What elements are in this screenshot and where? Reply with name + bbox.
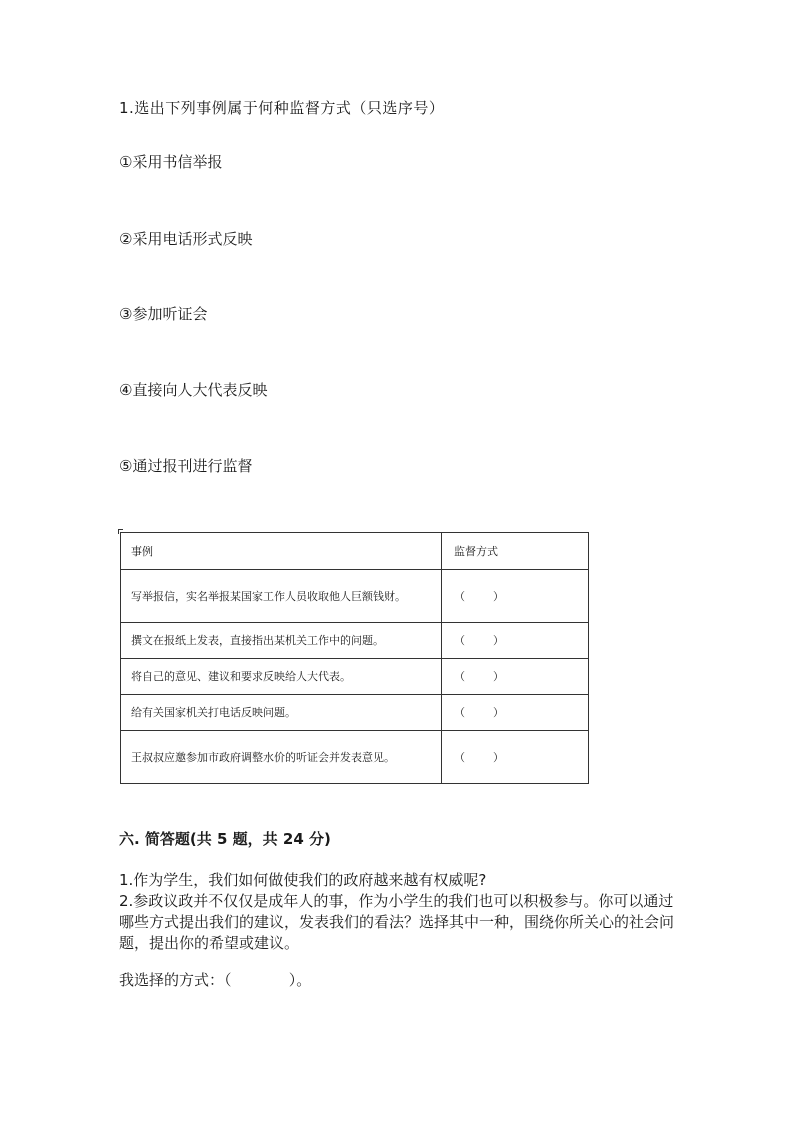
answer-blank[interactable] — [442, 731, 589, 784]
answer-blank[interactable] — [442, 695, 589, 731]
table-row — [121, 731, 589, 784]
answer-paren: （ ） — [454, 634, 504, 647]
table-row — [121, 659, 589, 695]
table-row — [121, 695, 589, 731]
option-2: ②采用电话形式反映 — [119, 230, 253, 248]
header-case: 事例 — [121, 533, 442, 570]
option-5: ⑤通过报刊进行监督 — [119, 457, 253, 475]
answer-paren: （ ） — [454, 589, 504, 603]
question-title: 1.选出下列事例属于何种监督方式（只选序号） — [119, 99, 445, 117]
section-title: 六. 简答题(共 5 题，共 24 分) — [119, 830, 331, 848]
option-4: ④直接向人大代表反映 — [119, 381, 268, 399]
answer-paren: （ ） — [454, 670, 504, 683]
short-answer-questions — [119, 870, 679, 954]
option-1: ①采用书信举报 — [119, 153, 223, 171]
case-text: 给有关国家机关打电话反映问题。 — [121, 695, 442, 731]
option-3: ③参加听证会 — [119, 305, 208, 323]
chosen-method-line: 我选择的方式：（ ）。 — [119, 971, 312, 989]
table-row — [121, 623, 589, 659]
answer-blank[interactable] — [442, 659, 589, 695]
case-text: 写举报信，实名举报某国家工作人员收取他人巨额钱财。 — [121, 570, 442, 623]
answer-paren: （ ） — [454, 706, 504, 719]
case-text: 将自己的意见、建议和要求反映给人大代表。 — [121, 659, 442, 695]
answer-blank[interactable] — [442, 623, 589, 659]
table-row — [121, 570, 589, 623]
case-text: 王叔叔应邀参加市政府调整水价的听证会并发表意见。 — [121, 731, 442, 784]
answer-paren: （ ） — [454, 750, 504, 764]
answer-blank[interactable] — [442, 570, 589, 623]
case-text: 撰文在报纸上发表，直接指出某机关工作中的问题。 — [121, 623, 442, 659]
table-header-row — [121, 533, 589, 570]
short-question-1: 1.作为学生，我们如何做使我们的政府越来越有权威呢? — [119, 871, 487, 889]
supervision-table — [120, 532, 589, 784]
short-question-2: 2.参政议政并不仅仅是成年人的事，作为小学生的我们也可以积极参与。你可以通过哪些方式提出我们的建议，发表我们的看法？选择其中一种，围绕你所关心的社会问题，提出你的希望或建议。 — [119, 892, 675, 952]
header-method: 监督方式 — [442, 533, 589, 570]
